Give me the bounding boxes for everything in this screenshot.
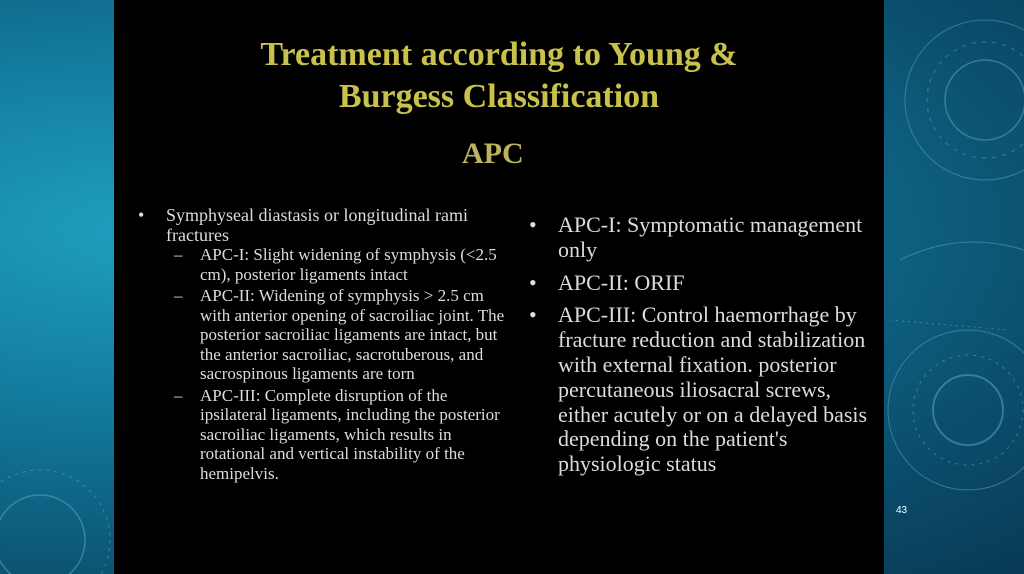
bullet-icon: • (529, 212, 537, 237)
left-subitem-text: APC-III: Complete disruption of the ipsilateral ligaments, including the posterior sacroiliac ligaments, which results in rotational and vertical instability of the hemipelvis. (200, 385, 500, 483)
slide-panel (114, 0, 884, 574)
dash-icon: – (174, 286, 183, 305)
bullet-icon: • (529, 269, 537, 295)
left-main-text: Symphyseal diastasis or longitudinal rami fractures (166, 205, 468, 245)
right-item-text: APC-III: Control haemorrhage by fracture reduction and stabilization with external fixation. posterior percutaneous iliosacral screws, either acutely or on a delayed basis depending on the patient's physiologic status (558, 302, 868, 477)
left-column (138, 205, 516, 483)
slide-subtitle: APC (462, 137, 524, 170)
left-main-item (138, 205, 516, 245)
right-column (528, 213, 878, 485)
left-subitem-apc1 (138, 245, 516, 284)
right-item-text: APC-II: ORIF (558, 269, 685, 295)
bullet-icon: • (138, 205, 145, 225)
left-subitem-text: APC-II: Widening of symphysis > 2.5 cm with anterior opening of sacroiliac joint. The posterior sacroiliac ligaments are intact, but the anterior sacroiliac, sacrotuberous, and sacrospinous ligaments are torn (200, 286, 505, 383)
dash-icon: – (174, 385, 183, 405)
title-line-2: Burgess Classification (338, 78, 660, 115)
right-item-apc2 (528, 271, 878, 296)
page-number: 43 (896, 505, 908, 516)
right-item-apc1 (528, 213, 878, 263)
dash-icon: – (174, 245, 183, 264)
left-subitem-apc2 (138, 286, 516, 384)
slide-title (114, 34, 884, 118)
left-subitem-text: APC-I: Slight widening of symphysis (<2.5 cm), posterior ligaments intact (200, 245, 497, 284)
title-line-1: Treatment according to Young & (260, 36, 738, 73)
right-item-apc3 (528, 303, 878, 477)
right-item-text: APC-I: Symptomatic management only (558, 212, 863, 262)
left-subitem-apc3 (138, 386, 516, 484)
bullet-icon: • (529, 302, 537, 328)
